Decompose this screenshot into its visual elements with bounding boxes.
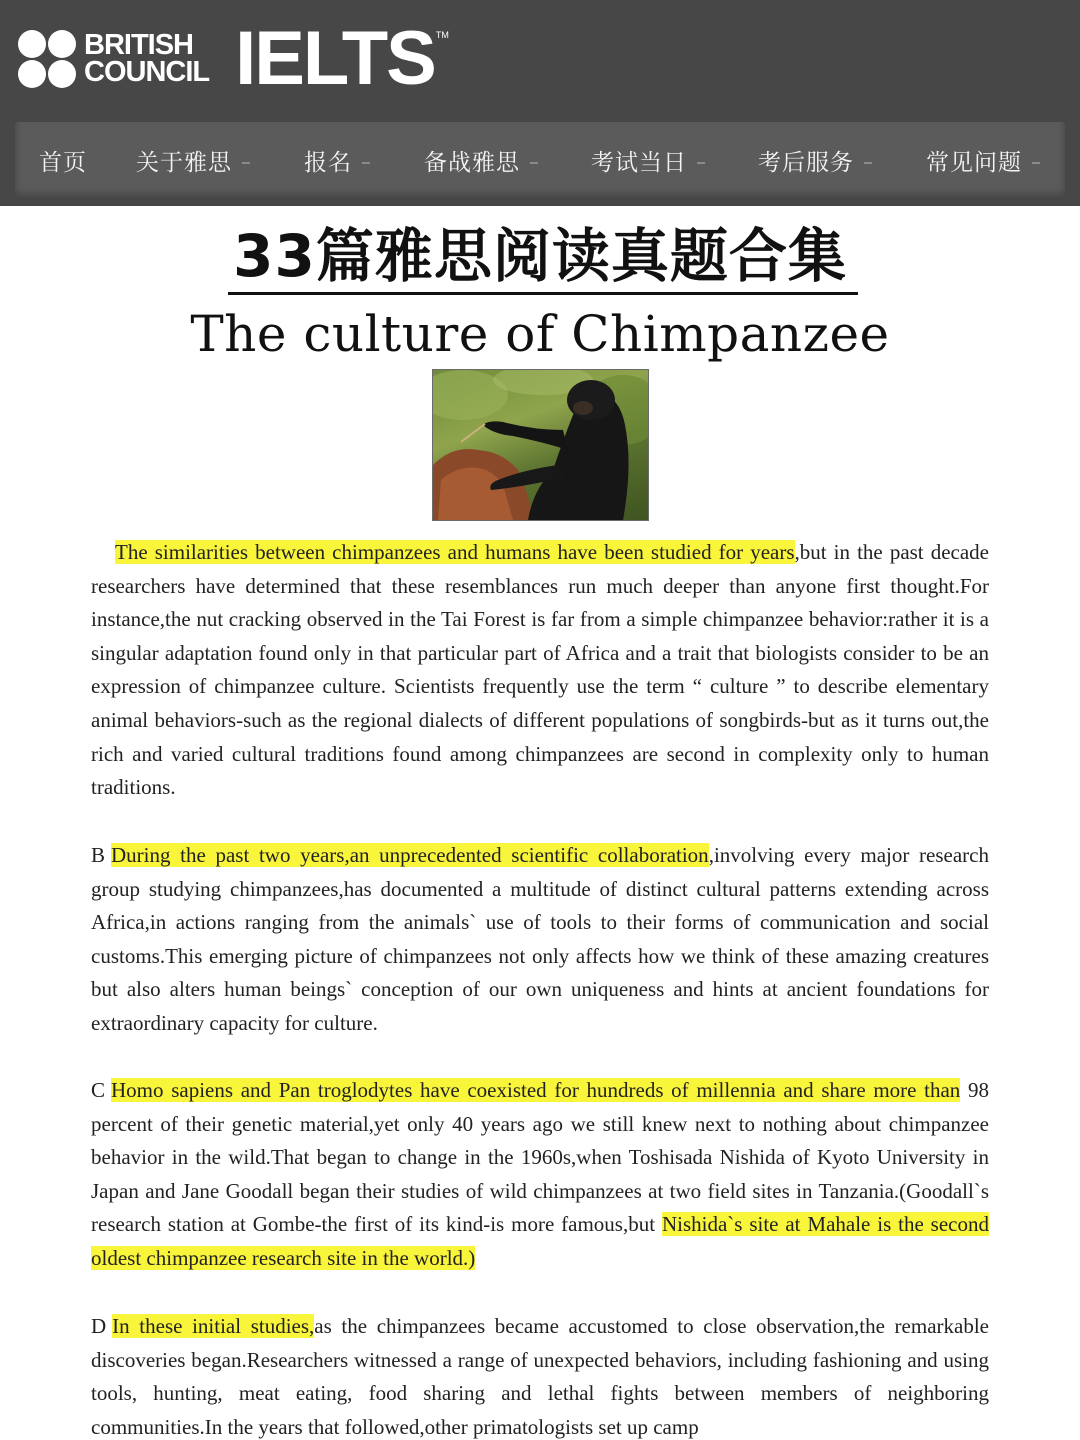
nav-item-faq[interactable] — [926, 142, 1040, 178]
highlighted-text: In these initial studies, — [112, 1314, 315, 1338]
paragraph-a — [91, 536, 989, 805]
dropdown-caret-icon — [242, 162, 250, 164]
dropdown-caret-icon — [864, 162, 872, 164]
brand-logo[interactable] — [18, 16, 449, 101]
nav-item-label: 考后服务 — [758, 149, 854, 176]
paragraph-text: 98 percent of their genetic material,yet only 40 years ago we still knew next to nothing about chimpanzee behavior in the wild.That began to change in the 1960s,when Toshisada Nishida of Kyoto University in Japan and Jane Goodall began their studies of wild chimpanzees at two field sites in Tanzania.(Goodall`s research station at Gombe-the first of its kind-is more famous,but — [91, 1078, 989, 1237]
site-header — [0, 0, 1080, 206]
dropdown-caret-icon — [530, 162, 538, 164]
highlighted-text: Nishida`s site at Mahale is the second oldest chimpanzee research site in the world.) — [91, 1212, 989, 1270]
nav-item-test-day[interactable] — [591, 142, 705, 178]
nav-item-label: 关于雅思 — [136, 149, 232, 176]
nav-item-about[interactable] — [136, 142, 250, 178]
main-nav — [15, 122, 1065, 200]
highlighted-text: During the past two years,an unprecedented scientific collaboration — [111, 843, 709, 867]
dropdown-caret-icon — [697, 162, 705, 164]
paragraph-text: ,involving every major research group studying chimpanzees,has documented a multitude of distinct cultural patterns extending across Africa,in actions ranging from the animals` use of tools to their forms of communication and social customs.This emerging picture of chimpanzees not only affects how we think of these amazing creatures but also alters human beings` conception of our own uniqueness and hints at ancient foundations for extraordinary capacity for culture. — [91, 843, 989, 1035]
highlighted-text: Homo sapiens and Pan troglodytes have coexisted for hundreds of millennia and share more than — [111, 1078, 961, 1102]
nav-item-label: 首页 — [39, 149, 87, 176]
nav-item-after-test[interactable] — [758, 142, 872, 178]
nav-item-prepare[interactable] — [424, 142, 538, 178]
nav-item-label: 报名 — [304, 149, 352, 176]
dropdown-caret-icon — [1032, 162, 1040, 164]
dropdown-caret-icon — [362, 162, 370, 164]
page-title-chinese: 33篇雅思阅读真题合集 — [233, 222, 847, 290]
highlighted-text: The similarities between chimpanzees and humans have been studied for years — [115, 540, 795, 564]
ielts-logo: IELTS — [235, 16, 435, 101]
trademark-mark: TM — [435, 30, 449, 40]
paragraph-label: D — [91, 1314, 107, 1338]
paragraph-c — [91, 1074, 989, 1276]
article-title: The culture of Chimpanzee — [190, 305, 890, 363]
paragraph-label: B — [91, 843, 106, 867]
paragraph-d — [91, 1310, 989, 1440]
paragraph-text: as the chimpanzees became accustomed to close observation,the remarkable discoveries began.Researchers witnessed a range of unexpected behaviors, including fashioning and using tools, hunting, meat eating, food sharing and lethal fights between members of neighboring communities.In the years that followed,other primatologists set up camp — [91, 1314, 989, 1439]
british-council-dots-logo — [18, 30, 76, 88]
paragraph-text: ,but in the past decade researchers have determined that these resemblances run much deeper than anyone first thought.For instance,the nut cracking observed in the Tai Forest is far from a simple chimpanzee behavior:rather it is a singular adaptation found only in that particular part of Africa and a trait that biologists consider to be an expression of chimpanzee culture. Scientists frequently use the term “ culture ” to describe elementary animal behaviors-such as the regional dialects of different populations of songbirds-but as it turns out,the rich and varied cultural traditions found among chimpanzees are second in complexity only to human traditions. — [91, 540, 989, 800]
brand-line1: BRITISH — [84, 29, 193, 61]
paragraph-b — [91, 839, 989, 1041]
brand-line2: COUNCIL — [84, 56, 210, 88]
title-underline — [228, 292, 858, 295]
nav-item-label: 常见问题 — [926, 149, 1022, 176]
nav-item-label: 考试当日 — [591, 149, 687, 176]
nav-item-register[interactable] — [304, 142, 370, 178]
chimpanzee-photo — [432, 369, 649, 521]
british-council-wordmark — [84, 29, 210, 88]
nav-item-home[interactable] — [39, 142, 87, 178]
nav-item-label: 备战雅思 — [424, 149, 520, 176]
paragraph-label: C — [91, 1078, 106, 1102]
